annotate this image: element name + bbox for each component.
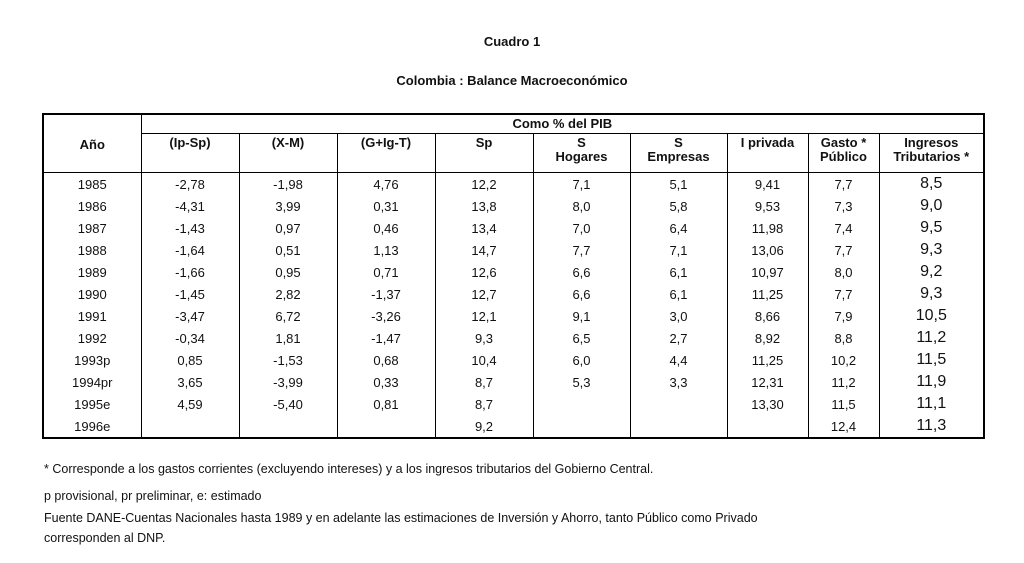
year-cell: 1990 [43, 283, 141, 305]
table-cell [630, 393, 727, 415]
table-cell: 11,98 [727, 217, 808, 239]
column-header-line1: (Ip-Sp) [169, 135, 211, 150]
table-cell [533, 393, 630, 415]
table-cell: 0,33 [337, 371, 435, 393]
table-cell: 1,81 [239, 327, 337, 349]
table-title: Cuadro 1 [483, 34, 541, 49]
table-cell: 11,3 [879, 415, 984, 438]
table-cell: 6,5 [533, 327, 630, 349]
table-cell: -5,40 [239, 393, 337, 415]
table-cell: -3,26 [337, 305, 435, 327]
year-cell: 1996e [43, 415, 141, 438]
year-cell: 1994pr [43, 371, 141, 393]
table-cell: 13,06 [727, 239, 808, 261]
table-row [43, 371, 984, 393]
table-row [43, 393, 984, 415]
table-cell: 11,2 [808, 371, 879, 393]
column-header [808, 134, 879, 173]
table-cell: 8,7 [435, 393, 533, 415]
column-header-line2: Hogares [555, 149, 608, 164]
table-cell: 11,25 [727, 349, 808, 371]
table-cell: 7,4 [808, 217, 879, 239]
table-cell: 7,1 [533, 173, 630, 196]
year-header: Año [43, 114, 141, 173]
table-cell: -1,47 [337, 327, 435, 349]
table-cell: 12,4 [808, 415, 879, 438]
column-header-line1: S [577, 135, 586, 150]
table-cell: 6,1 [630, 283, 727, 305]
column-header-line1: I privada [740, 135, 795, 150]
table-cell [239, 415, 337, 438]
table-cell: 0,85 [141, 349, 239, 371]
column-header-line1: Ingresos [904, 135, 959, 150]
table-cell: 6,1 [630, 261, 727, 283]
year-cell: 1992 [43, 327, 141, 349]
table-cell: 9,0 [879, 195, 984, 217]
table-cell: 8,8 [808, 327, 879, 349]
table-cell: -1,66 [141, 261, 239, 283]
table-cell: 13,4 [435, 217, 533, 239]
table-cell: -2,78 [141, 173, 239, 196]
footnote-source-cont: corresponden al DNP. [44, 531, 166, 545]
table-cell: 5,8 [630, 195, 727, 217]
table-cell: 5,1 [630, 173, 727, 196]
table-cell: 6,6 [533, 283, 630, 305]
table-cell: 9,1 [533, 305, 630, 327]
table-cell: 3,65 [141, 371, 239, 393]
table-subtitle: Colombia : Balance Macroeconómico [396, 73, 628, 88]
table-cell: 0,31 [337, 195, 435, 217]
table-cell [141, 415, 239, 438]
table-cell: 8,92 [727, 327, 808, 349]
table-row [43, 173, 984, 196]
table-cell: 14,7 [435, 239, 533, 261]
column-header-line1: (G+Ig-T) [360, 135, 412, 150]
table-cell: 9,53 [727, 195, 808, 217]
table-cell: 10,97 [727, 261, 808, 283]
table-cell [337, 415, 435, 438]
table-cell [727, 415, 808, 438]
table-cell: 4,59 [141, 393, 239, 415]
table-row [43, 261, 984, 283]
table-cell: 7,7 [808, 173, 879, 196]
table-cell: 6,4 [630, 217, 727, 239]
table-cell: 7,7 [808, 283, 879, 305]
table-cell: 0,95 [239, 261, 337, 283]
table-cell: 9,3 [879, 283, 984, 305]
table-cell: -0,34 [141, 327, 239, 349]
column-header-line1: S [674, 135, 683, 150]
column-header-line1: Gasto * [820, 135, 867, 150]
column-header-line2: Público [820, 149, 867, 164]
table-row [43, 195, 984, 217]
column-header [435, 134, 533, 173]
table-cell: 8,7 [435, 371, 533, 393]
macroeconomic-table [42, 113, 985, 439]
table-cell: 7,3 [808, 195, 879, 217]
year-cell: 1995e [43, 393, 141, 415]
table-cell: 0,51 [239, 239, 337, 261]
footnote-legend: p provisional, pr preliminar, e: estimado [44, 489, 262, 503]
table-cell: 10,2 [808, 349, 879, 371]
table-cell: 0,68 [337, 349, 435, 371]
table-cell: 7,9 [808, 305, 879, 327]
table-cell: 12,7 [435, 283, 533, 305]
table-row [43, 349, 984, 371]
table-cell: 0,46 [337, 217, 435, 239]
table-cell: 11,9 [879, 371, 984, 393]
table-cell: 9,5 [879, 217, 984, 239]
table-cell: -1,37 [337, 283, 435, 305]
year-cell: 1993p [43, 349, 141, 371]
table-cell: 9,2 [435, 415, 533, 438]
column-header [727, 134, 808, 173]
table-cell: 11,5 [808, 393, 879, 415]
table-cell: 12,2 [435, 173, 533, 196]
table-cell: 11,25 [727, 283, 808, 305]
column-header [141, 134, 239, 173]
year-cell: 1989 [43, 261, 141, 283]
year-cell: 1991 [43, 305, 141, 327]
table-cell: 2,82 [239, 283, 337, 305]
table-cell: 11,1 [879, 393, 984, 415]
year-cell: 1986 [43, 195, 141, 217]
table-cell: -1,64 [141, 239, 239, 261]
table-row [43, 283, 984, 305]
table-cell: 12,31 [727, 371, 808, 393]
table-cell: 6,0 [533, 349, 630, 371]
table-cell: 9,2 [879, 261, 984, 283]
table-cell: 11,5 [879, 349, 984, 371]
table-cell: 11,2 [879, 327, 984, 349]
column-header [533, 134, 630, 173]
table-cell: -1,45 [141, 283, 239, 305]
footnote-asterisk: * Corresponde a los gastos corrientes (excluyendo intereses) y a los ingresos tributarios del Gobierno Central. [44, 462, 654, 476]
table-cell: 9,41 [727, 173, 808, 196]
group-header: Como % del PIB [141, 114, 984, 134]
table-cell [630, 415, 727, 438]
year-cell: 1988 [43, 239, 141, 261]
table-cell: 13,8 [435, 195, 533, 217]
table-cell: 8,0 [533, 195, 630, 217]
table-cell: 7,0 [533, 217, 630, 239]
column-header-line2: Empresas [647, 149, 710, 164]
table-cell: 9,3 [879, 239, 984, 261]
table-row [43, 239, 984, 261]
column-header [630, 134, 727, 173]
table-row [43, 305, 984, 327]
table-cell: 7,7 [533, 239, 630, 261]
table-cell: 6,6 [533, 261, 630, 283]
table-cell: 0,81 [337, 393, 435, 415]
table-cell: 3,3 [630, 371, 727, 393]
table-cell: 8,0 [808, 261, 879, 283]
table-cell: 4,4 [630, 349, 727, 371]
table-cell: 8,5 [879, 173, 984, 196]
table-cell: -3,99 [239, 371, 337, 393]
table-cell: -3,47 [141, 305, 239, 327]
table-cell: -1,53 [239, 349, 337, 371]
column-header-line1: (X-M) [271, 135, 305, 150]
table-cell: -1,43 [141, 217, 239, 239]
footnote-source: Fuente DANE-Cuentas Nacionales hasta 1989 y en adelante las estimaciones de Inversión y Ahorro, tanto Público como Privado [44, 511, 758, 525]
column-header-line1: Sp [475, 135, 493, 150]
year-cell: 1987 [43, 217, 141, 239]
table-cell: 6,72 [239, 305, 337, 327]
table-cell: 5,3 [533, 371, 630, 393]
table-cell [533, 415, 630, 438]
table-cell: 10,5 [879, 305, 984, 327]
column-header [879, 134, 984, 173]
table-cell: 0,71 [337, 261, 435, 283]
table-cell: 12,6 [435, 261, 533, 283]
column-header [239, 134, 337, 173]
table-cell: 12,1 [435, 305, 533, 327]
table-cell: -1,98 [239, 173, 337, 196]
table-cell: 7,1 [630, 239, 727, 261]
table-cell: 4,76 [337, 173, 435, 196]
table-row [43, 217, 984, 239]
table-row [43, 415, 984, 438]
table-cell: 9,3 [435, 327, 533, 349]
table-cell: 2,7 [630, 327, 727, 349]
column-header-line2: Tributarios * [893, 149, 970, 164]
year-cell: 1985 [43, 173, 141, 196]
table-cell: 1,13 [337, 239, 435, 261]
table-cell: 13,30 [727, 393, 808, 415]
table-cell: 3,0 [630, 305, 727, 327]
column-header [337, 134, 435, 173]
table-cell: 0,97 [239, 217, 337, 239]
table-cell: 7,7 [808, 239, 879, 261]
table-cell: -4,31 [141, 195, 239, 217]
table-cell: 8,66 [727, 305, 808, 327]
table-cell: 3,99 [239, 195, 337, 217]
table-row [43, 327, 984, 349]
table-cell: 10,4 [435, 349, 533, 371]
